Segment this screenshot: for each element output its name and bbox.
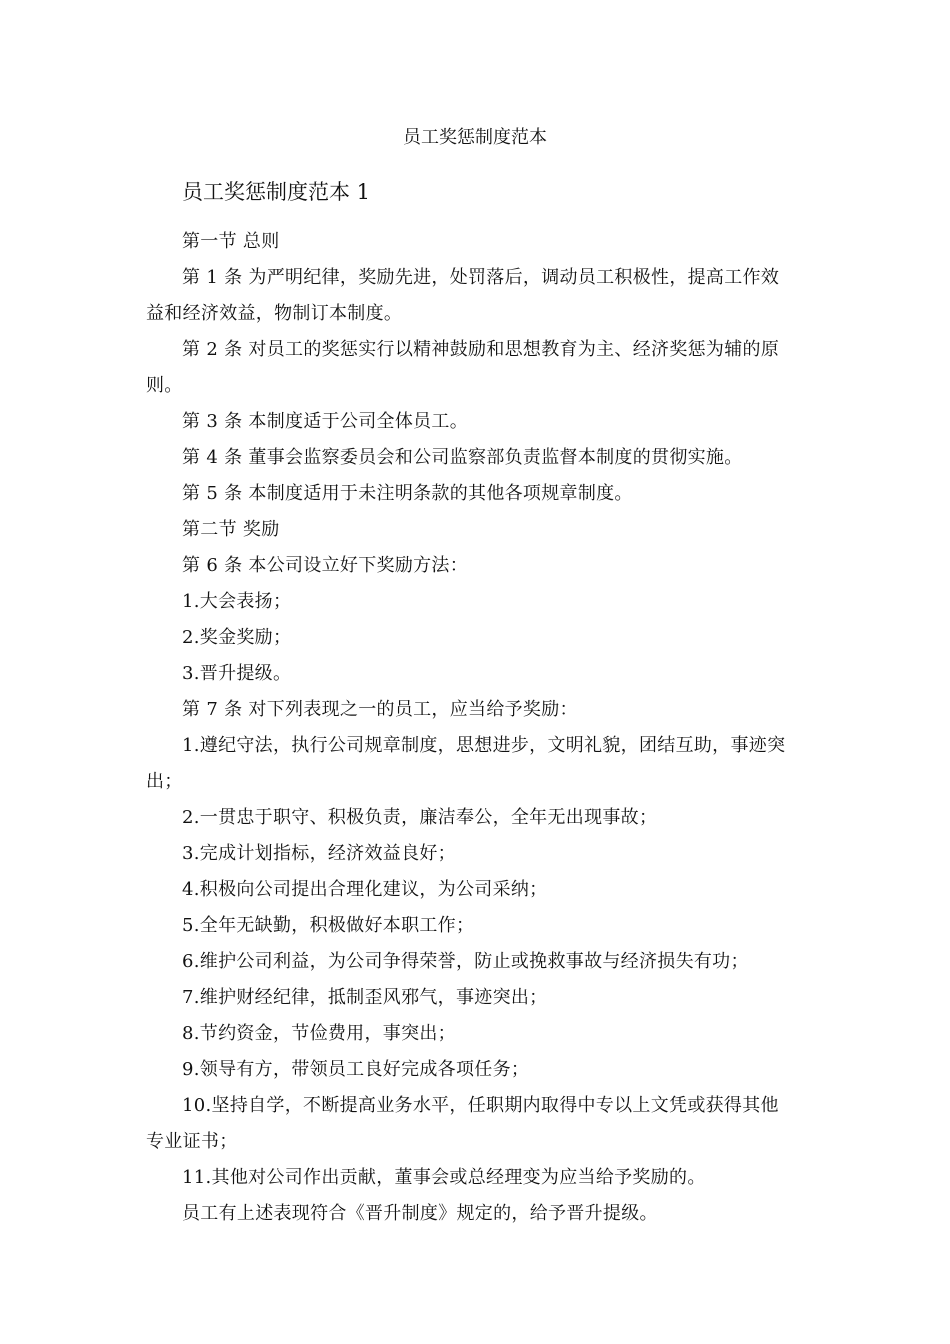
paragraph: 第 4 条 董事会监察委员会和公司监察部负责监督本制度的贯彻实施。 (182, 447, 743, 468)
paragraph: 7.维护财经纪律，抵制歪风邪气，事迹突出； (182, 987, 548, 1008)
paragraph: 9.领导有方，带领员工良好完成各项任务； (182, 1059, 530, 1080)
paragraph: 第 7 条 对下列表现之一的员工，应当给予奖励： (182, 699, 578, 720)
paragraph: 8.节约资金，节俭费用，事突出； (182, 1023, 456, 1044)
paragraph: 2.一贯忠于职守、积极负责，廉洁奉公，全年无出现事故； (182, 807, 658, 828)
paragraph: 第 2 条 对员工的奖惩实行以精神鼓励和思想教育为主、经济奖惩为辅的原则。 (146, 339, 780, 396)
document-subtitle: 员工奖惩制度范本 1 (182, 180, 371, 204)
paragraph: 1.大会表扬； (182, 591, 292, 612)
paragraph: 第一节 总则 (182, 231, 280, 252)
paragraph: 第 6 条 本公司设立好下奖励方法： (182, 555, 469, 576)
paragraph: 第 1 条 为严明纪律，奖励先进，处罚落后，调动员工积极性，提高工作效益和经济效益，物制订本制度。 (146, 267, 780, 324)
paragraph: 第二节 奖励 (182, 519, 280, 540)
paragraph: 5.全年无缺勤，积极做好本职工作； (182, 915, 475, 936)
paragraph: 员工有上述表现符合《晋升制度》规定的，给予晋升提级。 (182, 1203, 658, 1224)
paragraph: 2.奖金奖励； (182, 627, 292, 648)
paragraph: 4.积极向公司提出合理化建议，为公司采纳； (182, 879, 548, 900)
paragraph: 1.遵纪守法，执行公司规章制度，思想进步，文明礼貌，团结互助，事迹突出； (146, 735, 786, 792)
paragraph: 3.完成计划指标，经济效益良好； (182, 843, 456, 864)
paragraph: 第 5 条 本制度适用于未注明条款的其他各项规章制度。 (182, 483, 633, 504)
paragraph: 第 3 条 本制度适于公司全体员工。 (182, 411, 469, 432)
paragraph: 11.其他对公司作出贡献，董事会或总经理变为应当给予奖励的。 (182, 1167, 706, 1188)
paragraph: 3.晋升提级。 (182, 663, 292, 684)
document-body (146, 224, 794, 1232)
paragraph: 10.坚持自学，不断提高业务水平，任职期内取得中专以上文凭或获得其他专业证书； (146, 1095, 779, 1152)
paragraph: 6.维护公司利益，为公司争得荣誉，防止或挽救事故与经济损失有功； (182, 951, 749, 972)
document-title: 员工奖惩制度范本 (403, 127, 547, 148)
